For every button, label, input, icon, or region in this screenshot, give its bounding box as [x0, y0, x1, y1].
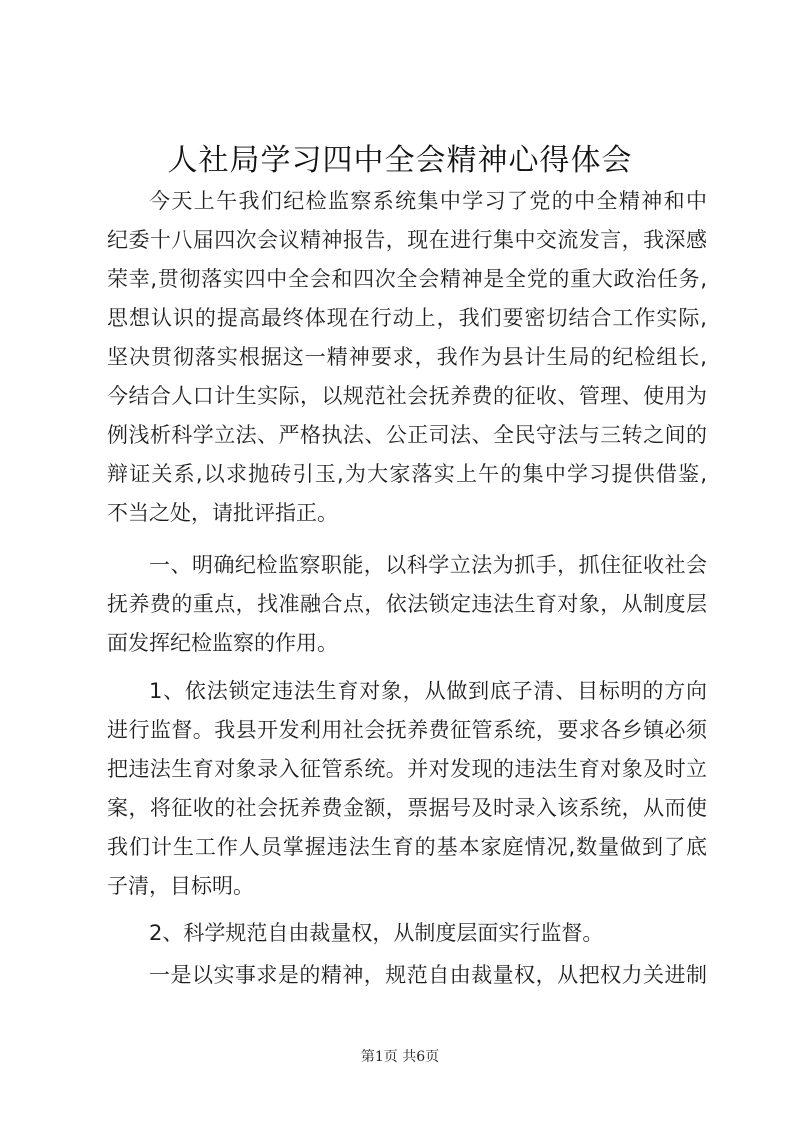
paragraph-3-line-5: 我们计生工作人员掌握违法生育的基本家庭情况,数量做到了底 [107, 835, 707, 859]
paragraph-2-line-3: 面发挥纪检监察的作用。 [107, 631, 338, 655]
paragraph-4-line-1: 2、科学规范自由裁量权，从制度层面实行监督。 [149, 921, 604, 945]
document-title: 人社局学习四中全会精神心得体会 [167, 143, 633, 178]
paragraph-2-line-2: 抚养费的重点，找准融合点，依法锁定违法生育对象，从制度层 [107, 592, 707, 616]
paragraph-1-line-2: 纪委十八届四次会议精神报告，现在进行集中交流发言，我深感 [107, 228, 707, 252]
paragraph-1-line-8: 辩证关系,以求抛砖引玉,为大家落实上午的集中学习提供借鉴, [107, 462, 707, 486]
paragraph-1-line-4: 思想认识的提高最终体现在行动上，我们要密切结合工作实际, [107, 306, 707, 330]
paragraph-1-line-9: 不当之处，请批评指正。 [107, 501, 338, 525]
paragraph-1-line-3: 荣幸,贯彻落实四中全会和四次全会精神是全党的重大政治任务, [107, 267, 707, 291]
paragraph-3-line-2: 进行监督。我县开发利用社会抚养费征管系统，要求各乡镇必须 [107, 718, 707, 742]
paragraph-2-line-1: 一、明确纪检监察职能，以科学立法为抓手，抓住征收社会 [149, 553, 707, 577]
paragraph-1-line-5: 坚决贯彻落实根据这一精神要求，我作为县计生局的纪检组长, [107, 345, 707, 369]
paragraph-3-line-1: 1、依法锁定违法生育对象，从做到底子清、目标明的方向 [149, 679, 707, 703]
paragraph-5-line-1: 一是以实事求是的精神，规范自由裁量权，从把权力关进制 [149, 963, 707, 987]
paragraph-1-line-6: 今结合人口计生实际，以规范社会抚养费的征收、管理、使用为 [107, 384, 707, 408]
paragraph-1-line-7: 例浅析科学立法、严格执法、公正司法、全民守法与三转之间的 [107, 423, 707, 447]
paragraph-1-line-1: 今天上午我们纪检监察系统集中学习了党的中全精神和中 [149, 189, 707, 213]
paragraph-3-line-6: 子清，目标明。 [107, 874, 254, 898]
paragraph-3-line-3: 把违法生育对象录入征管系统。并对发现的违法生育对象及时立 [107, 757, 707, 781]
paragraph-3-line-4: 案，将征收的社会抚养费金额，票据号及时录入该系统，从而使 [107, 796, 707, 820]
page-number-footer: 第1页 共6页 [360, 1049, 440, 1065]
